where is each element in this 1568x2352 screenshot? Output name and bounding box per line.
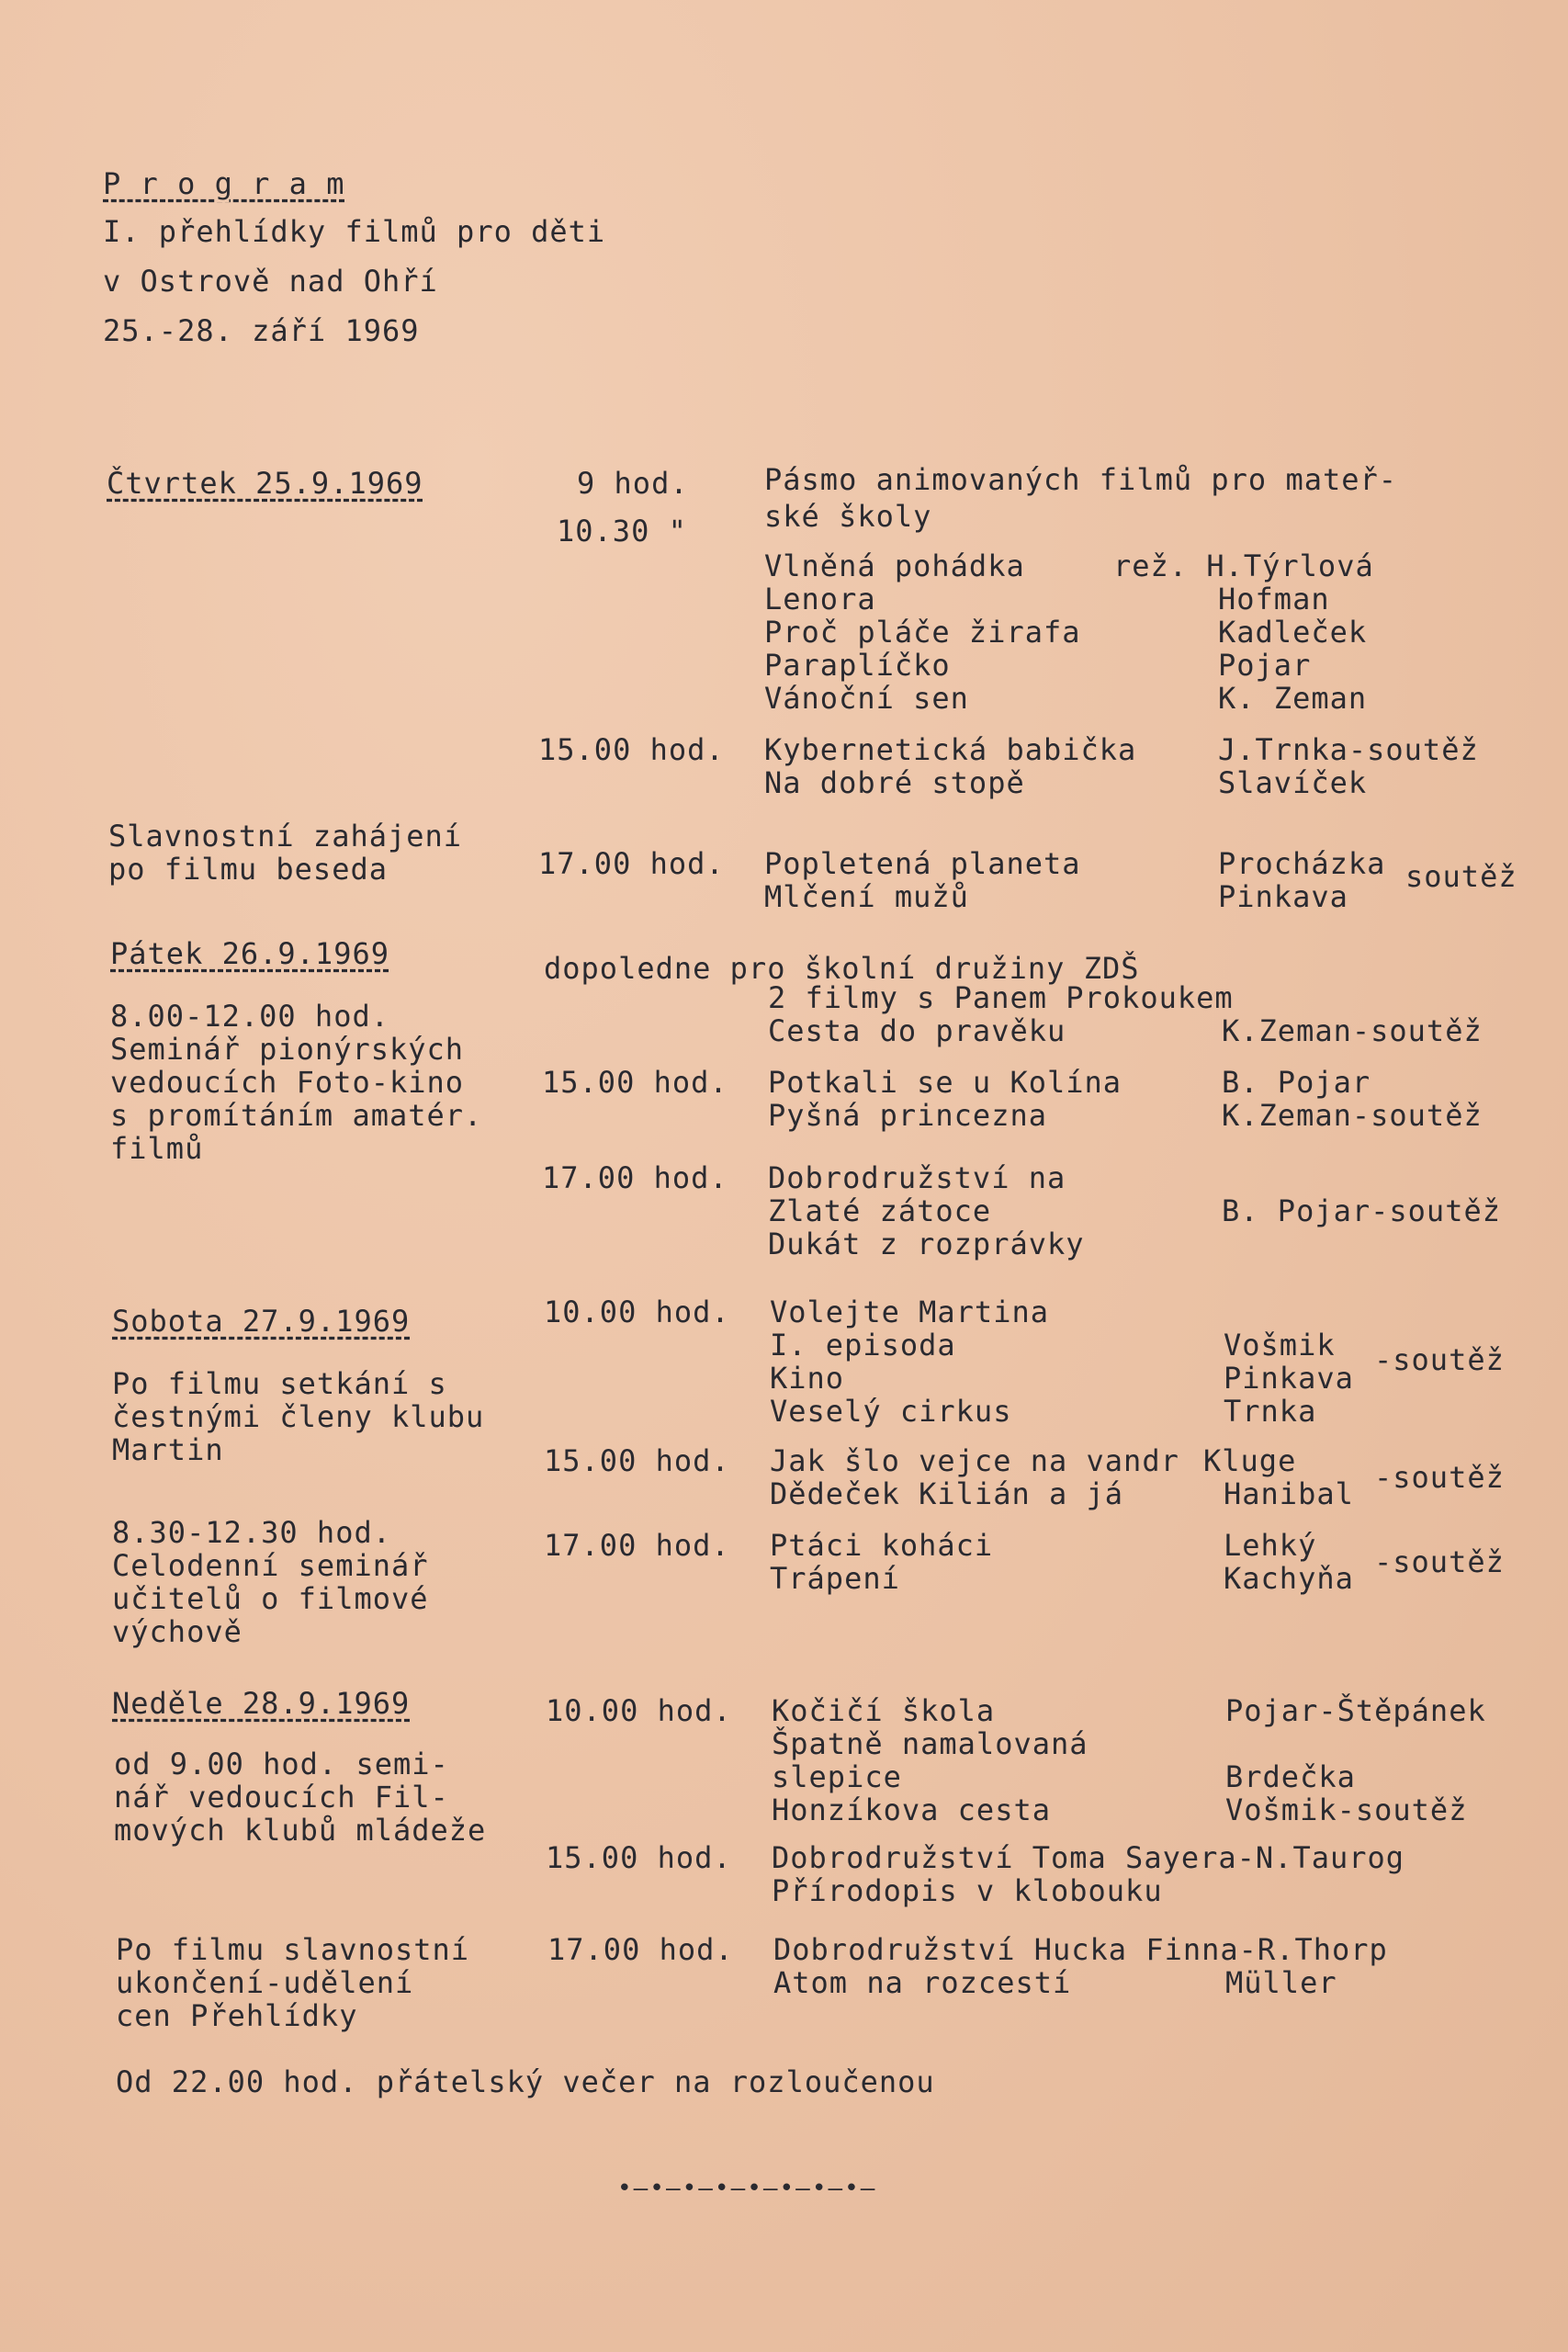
- film-title: Jak šlo vejce na vandr: [770, 1443, 1179, 1478]
- time: 17.00 hod.: [538, 846, 725, 881]
- time: 15.00 hod.: [542, 1065, 728, 1100]
- block-title: ské školy: [764, 499, 932, 534]
- film-director: Pinkava: [1218, 879, 1348, 914]
- film-director: Lehký: [1224, 1528, 1317, 1563]
- side-note: od 9.00 hod. semi-: [114, 1747, 449, 1781]
- film-title: Volejte Martina: [770, 1295, 1049, 1329]
- film-director: B. Pojar: [1222, 1065, 1371, 1100]
- film-title: I. episoda: [770, 1328, 956, 1363]
- film-title: Špatně namalovaná: [772, 1726, 1089, 1761]
- side-note: 8.00-12.00 hod.: [110, 999, 389, 1034]
- film-director: Hofman: [1218, 582, 1330, 616]
- side-note: cen Přehlídky: [116, 1998, 358, 2033]
- film-title: Na dobré stopě: [764, 765, 1025, 800]
- side-note: nář vedoucích Fil-: [114, 1780, 449, 1815]
- side-note: po filmu beseda: [108, 852, 388, 887]
- film-director: Vošmik: [1224, 1328, 1336, 1363]
- film-director: Pojar: [1218, 648, 1312, 683]
- day-heading-thursday: Čtvrtek 25.9.1969: [107, 466, 423, 501]
- film-director: Trnka: [1224, 1394, 1317, 1429]
- film-title: Honzíkova cesta: [772, 1792, 1051, 1827]
- time: 15.00 hod.: [538, 732, 725, 767]
- block-title: 2 filmy s Panem Prokoukem: [768, 980, 1234, 1015]
- side-note: mových klubů mládeže: [114, 1813, 487, 1848]
- time: 15.00 hod.: [544, 1443, 730, 1478]
- block-title: dopoledne pro školní družiny ZDŠ: [544, 951, 1140, 986]
- side-note: Martin: [112, 1432, 224, 1467]
- side-note: Seminář pionýrských: [110, 1032, 465, 1067]
- film-title: Dukát z rozprávky: [768, 1227, 1085, 1261]
- film-director: Kluge: [1203, 1443, 1297, 1478]
- film-title: slepice: [772, 1759, 902, 1794]
- side-note: vedoucích Foto-kino: [110, 1065, 465, 1100]
- side-note: ukončení-udělení: [116, 1965, 414, 2000]
- side-note: Slavnostní zahájení: [108, 819, 463, 854]
- time: 17.00 hod.: [544, 1528, 730, 1563]
- film-title: Dobrodružství Toma Sayera-N.Taurog: [772, 1840, 1405, 1875]
- side-note: s promítáním amatér.: [110, 1098, 483, 1133]
- side-note: Po filmu setkání s: [112, 1366, 447, 1401]
- contest-label: -soutěž: [1374, 1342, 1505, 1377]
- film-director: K.Zeman-soutěž: [1222, 1098, 1483, 1133]
- film-title: Popletená planeta: [764, 846, 1081, 881]
- time: 10.00 hod.: [546, 1693, 732, 1728]
- film-director: B. Pojar-soutěž: [1222, 1193, 1501, 1228]
- day-heading-saturday: Sobota 27.9.1969: [112, 1304, 411, 1339]
- film-director: K.Zeman-soutěž: [1222, 1013, 1483, 1048]
- film-title: Zlaté zátoce: [768, 1193, 992, 1228]
- film-director: Kadleček: [1218, 615, 1368, 650]
- film-title: Proč pláče žirafa: [764, 615, 1081, 650]
- side-note: učitelů o filmové: [112, 1581, 429, 1616]
- film-title: Veselý cirkus: [770, 1394, 1012, 1429]
- time: 10.30 ": [557, 514, 687, 548]
- film-director: K. Zeman: [1218, 681, 1368, 716]
- block-title: Pásmo animovaných filmů pro mateř-: [764, 462, 1398, 497]
- film-director: Brdečka: [1225, 1759, 1356, 1794]
- film-director: rež. H.Týrlová: [1113, 548, 1374, 583]
- film-title: Kino: [770, 1361, 845, 1396]
- film-director: Müller: [1225, 1965, 1337, 2000]
- ornament: •–•–•–•–•–•–•–•–: [617, 2175, 877, 2202]
- film-title: Potkali se u Kolína: [768, 1065, 1122, 1100]
- side-note: Po filmu slavnostní: [116, 1932, 470, 1967]
- contest-label: soutěž: [1405, 859, 1517, 894]
- film-title: Dobrodružství na: [768, 1160, 1066, 1195]
- time: 17.00 hod.: [547, 1932, 734, 1967]
- side-note: filmů: [110, 1131, 204, 1166]
- side-note: 8.30-12.30 hod.: [112, 1515, 391, 1550]
- closing-evening-note: Od 22.00 hod. přátelský večer na rozloučenou: [116, 2064, 935, 2099]
- film-title: Dobrodružství Hucka Finna-R.Thorp: [773, 1932, 1388, 1967]
- film-director: Kachyňa: [1224, 1561, 1354, 1596]
- film-title: Cesta do pravěku: [768, 1013, 1066, 1048]
- contest-label: -soutěž: [1374, 1544, 1505, 1579]
- day-heading-sunday: Neděle 28.9.1969: [112, 1686, 411, 1721]
- film-director: Pinkava: [1224, 1361, 1354, 1396]
- film-title: Mlčení mužů: [764, 879, 969, 914]
- film-director: Procházka: [1218, 846, 1386, 881]
- film-title: Ptáci koháci: [770, 1528, 994, 1563]
- film-title: Dědeček Kilián a já: [770, 1476, 1124, 1511]
- side-note: výchově: [112, 1614, 243, 1649]
- header-line-2: v Ostrově nad Ohří: [103, 264, 438, 299]
- film-director: J.Trnka-soutěž: [1218, 732, 1479, 767]
- film-director: Vošmik-soutěž: [1225, 1792, 1468, 1827]
- film-title: Paraplíčko: [764, 648, 951, 683]
- film-title: Kočičí škola: [772, 1693, 996, 1728]
- time: 9 hod.: [577, 466, 689, 501]
- day-heading-friday: Pátek 26.9.1969: [110, 936, 389, 971]
- film-title: Trápení: [770, 1561, 900, 1596]
- header-line-3: 25.-28. září 1969: [103, 313, 420, 348]
- side-note: čestnými členy klubu: [112, 1399, 485, 1434]
- program-title: P r o g r a m: [103, 166, 345, 201]
- time: 15.00 hod.: [546, 1840, 732, 1875]
- time: 10.00 hod.: [544, 1295, 730, 1329]
- contest-label: -soutěž: [1374, 1460, 1505, 1495]
- film-title: Přírodopis v klobouku: [772, 1873, 1163, 1908]
- film-title: Kybernetická babička: [764, 732, 1137, 767]
- film-director: Slavíček: [1218, 765, 1368, 800]
- side-note: Celodenní seminář: [112, 1548, 429, 1583]
- time: 17.00 hod.: [542, 1160, 728, 1195]
- film-title: Vlněná pohádka: [764, 548, 1025, 583]
- film-director: Pojar-Štěpánek: [1225, 1693, 1486, 1728]
- film-director: Hanibal: [1224, 1476, 1354, 1511]
- film-title: Lenora: [764, 582, 876, 616]
- film-title: Atom na rozcestí: [773, 1965, 1072, 2000]
- header-line-1: I. přehlídky filmů pro děti: [103, 214, 606, 249]
- film-title: Pyšná princezna: [768, 1098, 1047, 1133]
- film-title: Vánoční sen: [764, 681, 969, 716]
